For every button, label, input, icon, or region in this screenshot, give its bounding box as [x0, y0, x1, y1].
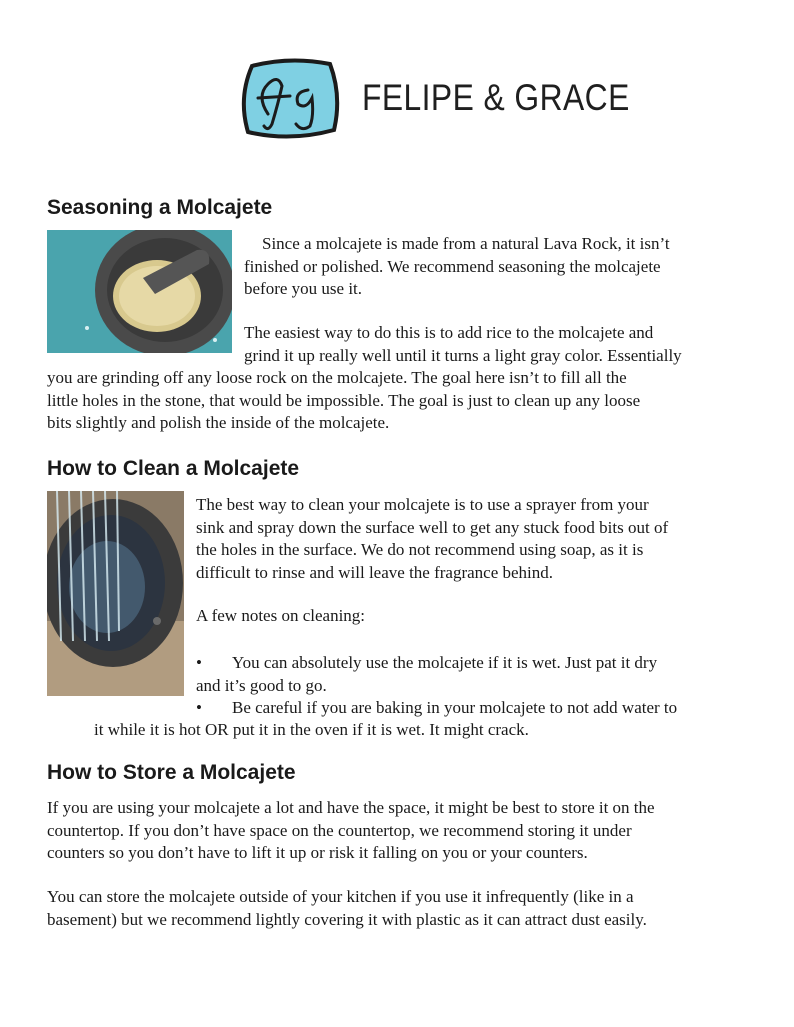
- text-line: countertop. If you don’t have space on the countertop, we recommend storing it under: [47, 820, 632, 840]
- text-line: before you use it.: [244, 279, 363, 298]
- seasoning-paragraph-1: [244, 233, 670, 301]
- heading-seasoning: Seasoning a Molcajete: [47, 196, 273, 219]
- heading-storing: How to Store a Molcajete: [47, 761, 296, 784]
- text-line: You can store the molcajete outside of your kitchen if you use it infrequently (like in a: [47, 887, 634, 906]
- text-line: the holes in the surface. We do not recommend using soap, as it is: [196, 540, 644, 559]
- text-line: basement) but we recommend lightly covering it with plastic as it can attract dust easily.: [47, 909, 647, 929]
- molcajete-rice-photo: [47, 230, 232, 353]
- bullet-icon: •: [196, 698, 202, 717]
- seasoning-paragraph-2-wrap: [244, 322, 682, 367]
- text-line: sink and spray down the surface well to get any stuck food bits out of: [196, 517, 669, 537]
- cleaning-notes-intro: A few notes on cleaning:: [196, 606, 366, 625]
- molcajete-washing-photo: [47, 491, 184, 696]
- brand-name: FELIPE & GRACE: [362, 77, 630, 118]
- bullet-icon: •: [196, 653, 202, 672]
- text-line: and it’s good to go.: [196, 675, 327, 695]
- text-line: grind it up really well until it turns a light gray color. Essentially: [244, 345, 682, 365]
- text-line: little holes in the stone, that would be impossible. The goal is just to clean up any loose: [47, 390, 641, 410]
- text-line: If you are using your molcajete a lot and have the space, it might be best to store it on the: [47, 798, 655, 817]
- cleaning-bullet-2-line-1: Be careful if you are baking in your molcajete to not add water to: [232, 698, 678, 717]
- text-line: The best way to clean your molcajete is to use a sprayer from your: [196, 495, 649, 514]
- cleaning-bullet-1: [196, 652, 657, 697]
- heading-cleaning: How to Clean a Molcajete: [47, 457, 300, 480]
- storing-paragraph-2: [47, 886, 647, 931]
- text-line: The easiest way to do this is to add rice to the molcajete and: [244, 323, 654, 342]
- text-line: difficult to rinse and will leave the fragrance behind.: [196, 562, 554, 582]
- text-line: finished or polished. We recommend seasoning the molcajete: [244, 256, 661, 276]
- seasoning-paragraph-2-full: [47, 367, 640, 435]
- brand-logo: [238, 56, 673, 140]
- text-line: bits slightly and polish the inside of the molcajete.: [47, 413, 390, 432]
- text-line: you are grinding off any loose rock on the molcajete. The goal here isn’t to fill all the: [47, 368, 627, 387]
- cleaning-bullet-2-line-2: it while it is hot OR put it in the oven if it is wet. It might crack.: [94, 720, 529, 739]
- cleaning-paragraph-1: [196, 494, 668, 584]
- text-line: Since a molcajete is made from a natural Lava Rock, it isn’t: [262, 234, 670, 253]
- text-line: You can absolutely use the molcajete if it is wet. Just pat it dry: [232, 653, 658, 672]
- storing-paragraph-1: [47, 797, 655, 865]
- fg-logo-badge-icon: [238, 56, 342, 140]
- text-line: counters so you don’t have to lift it up or risk it falling on you or your counters.: [47, 843, 588, 862]
